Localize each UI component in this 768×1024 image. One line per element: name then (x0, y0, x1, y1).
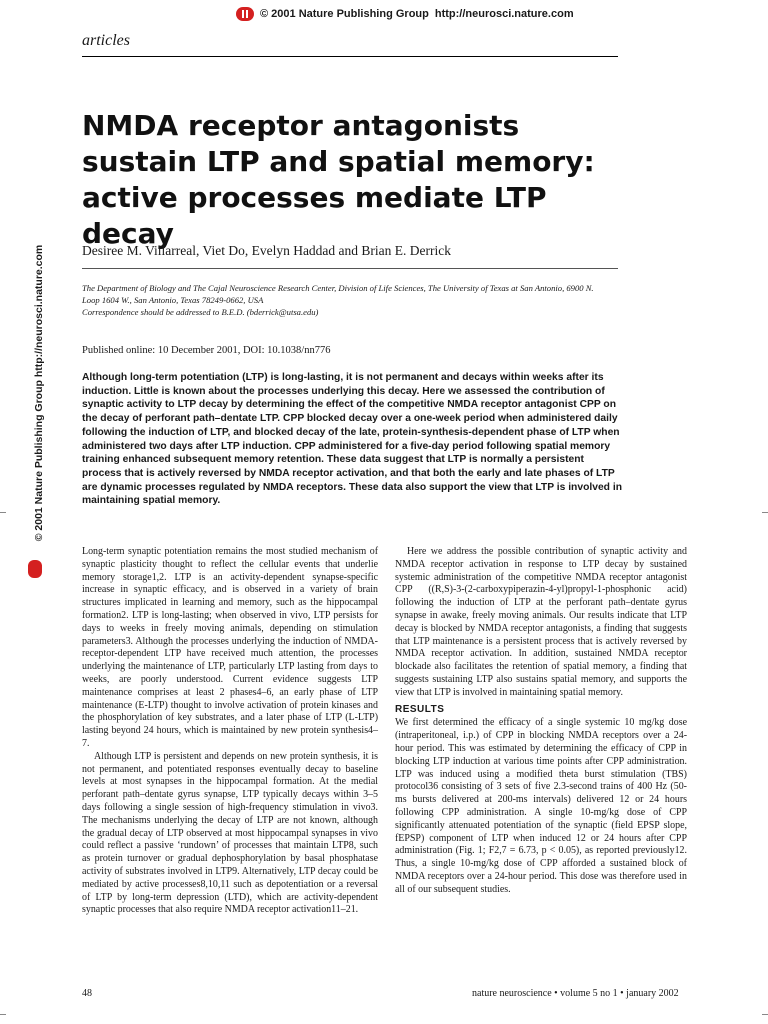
paragraph: Although LTP is persistent and depends on new protein synthesis, it is not permanent, and potentiated responses eventually decay to baseline levels at most synapses in the hippocampal formation. At the medial perforant path–dentate gyrus synapse, LTP typically decays within 3–5 days following a single session of high-frequency stimulation in vivo3. The mechanisms underlying the decay of LTP are not known, although the gradual decay of LTP observed at most hippocampal synapses in vivo could reflect a passive ‘rundown’ of processes that maintain LTP8, such as protein turnover or gradual dephosphorylation by basal phosphatase activity of substrates involved in LTP9. Alternatively, LTP decay could be mediated by active processes8,10,11 such as depotentiation or a reversal of LTP by long-term depression (LTD), which are activity-dependent synaptic processes that also require NMDA receptor activation11–21. (82, 750, 378, 916)
top-rule (82, 56, 618, 57)
abstract: Although long-term potentiation (LTP) is long-lasting, it is not permanent and decays within weeks after its induction. Little is known about the processes underlying this decay. Here we assessed the contribution of synaptic activity to LTP decay by determining the effect of the competitive NMDA receptor antagonist CPP on the decay of perforant path–dentate LTP. CPP blocked decay over a one-week period when administered daily following the induction of LTP, and blocked decay of the late, protein-synthesis-dependent phase of LTP when administered two days after LTP induction. CPP administered for a five-day period following spatial memory training enhanced subsequent memory retention. These data suggest that LTP is normally a persistent process that is actively reversed by NMDA receptor activation, and that both the early and late phases of LTP are dynamic processes regulated by NMDA receptors. These data also support the view that LTP is involved in maintaining spatial memory. (82, 372, 622, 507)
margin-tick-left (0, 512, 6, 513)
correspondence: Correspondence should be addressed to B.E.D. (bderrick@utsa.edu) (82, 307, 319, 317)
article-title: NMDA receptor antagonists sustain LTP and spatial memory: active processes mediate LTP decay (82, 109, 595, 250)
authors: Desiree M. Villarreal, Viet Do, Evelyn Haddad and Brian E. Derrick (82, 243, 452, 258)
paragraph: We first determined the efficacy of a single systemic 10 mg/kg dose (intraperitoneal, i.p.) of CPP in blocking NMDA receptors over a 24-hour period. This was estimated by determining the efficacy of CPP in blocking LTP induction at various time points after CPP administration. LTP was induced using a modified theta burst stimulation (TBS) protocol36 consisting of 3 sets of five 2.3-second trains of 400 Hz (50-ms bursts delivered at 200-ms intervals) delivered 12 or 24 hours following CPP administration. A single 10-mg/kg dose of CPP significantly attenuated potentiation of the synaptic (field EPSP slope, fEPSP) component of LTP when induced 12 or 24 hours after CPP administration (Fig. 1; F2,7 = 6.73, p < 0.05), as reported previously12. Thus, a single 10-mg/kg dose of CPP afforded a sustained block of NMDA receptors over a 24-hour period. This dose was therefore used in all of our subsequent studies. (395, 717, 687, 895)
affiliation: The Department of Biology and The Cajal Neuroscience Research Center, Division of Life Sciences, The University of Texas at San Antonio, 6900 N. Loop 1604 W., San Antonio, Texas 78249-0662, USA (82, 283, 594, 305)
header-copyright: © 2001 Nature Publishing Group (260, 8, 429, 20)
paragraph: Long-term synaptic potentiation remains the most studied mechanism of synaptic plasticity thought to reflect the cellular events that underlie memory storage1,2. LTP is an activity-dependent synapse-specific increase in synaptic efficacy, and is observed in a variety of brain structures implicated in learning and memory, such as the hippocampal formation2. LTP is long-lasting; when observed in vivo, LTP persists for days to weeks in freely moving animals, depending on stimulation parameters3. Although the processes underlying the induction of NMDA-receptor-dependent LTP have received much attention, the processes underlying the maintenance of LTP, particularly LTP lasting from days to weeks, are poorly understood. Current evidence suggests LTP maintenance comprises at least 2 phases4–6, an early phase of LTP maintenance (E-LTP) thought to involve activation of protein kinases and the phosphorylation of key substrates, and a later phase of LTP (L-LTP) lasting beyond 24 hours, which is maintained by new protein synthesis4–7. (82, 546, 378, 749)
side-npg-logo-icon (28, 560, 42, 578)
margin-tick-bottom-left (0, 1014, 6, 1015)
author-rule (82, 268, 618, 269)
side-copyright (24, 212, 54, 582)
section-label: articles (82, 32, 130, 49)
header-banner (236, 6, 656, 22)
journal-footer: nature neuroscience • volume 5 no 1 • january 2002 (472, 988, 679, 999)
margin-tick-bottom-right (762, 1014, 768, 1015)
results-heading: RESULTS (395, 703, 445, 715)
paragraph: Here we address the possible contribution of synaptic activity and NMDA receptor activation in response to LTP decay by sustained systemic administration of the competitive NMDA receptor antagonist CPP ((R,S)-3-(2-carboxypiperazin-4-yl)propyl-1-phosphonic acid) following the induction of LTP at the perforant path–dentate gyrus synapse in awake, freely moving animals. Our results indicate that LTP decay is blocked by NMDA receptor antagonists, a finding that suggests that LTP maintenance is a persistent process that is actively reversed by NMDA receptor activation. In addition, sustained NMDA receptor blockade also facilitates the retention of spatial memory, a finding that suggests sustaining LTP also sustains spatial memory, and supports the view that LTP is involved in maintaining spatial memory. (395, 546, 687, 698)
side-copyright-text: © 2001 Nature Publishing Group http://neurosci.nature.com (33, 244, 45, 542)
publication-info: Published online: 10 December 2001, DOI: 10.1038/nn776 (82, 345, 331, 356)
body-column-left (82, 546, 378, 917)
body-column-right (395, 546, 687, 897)
npg-logo-icon (236, 7, 254, 21)
page-number: 48 (82, 988, 92, 999)
header-url[interactable]: http://neurosci.nature.com (434, 8, 574, 20)
margin-tick-right (762, 512, 768, 513)
